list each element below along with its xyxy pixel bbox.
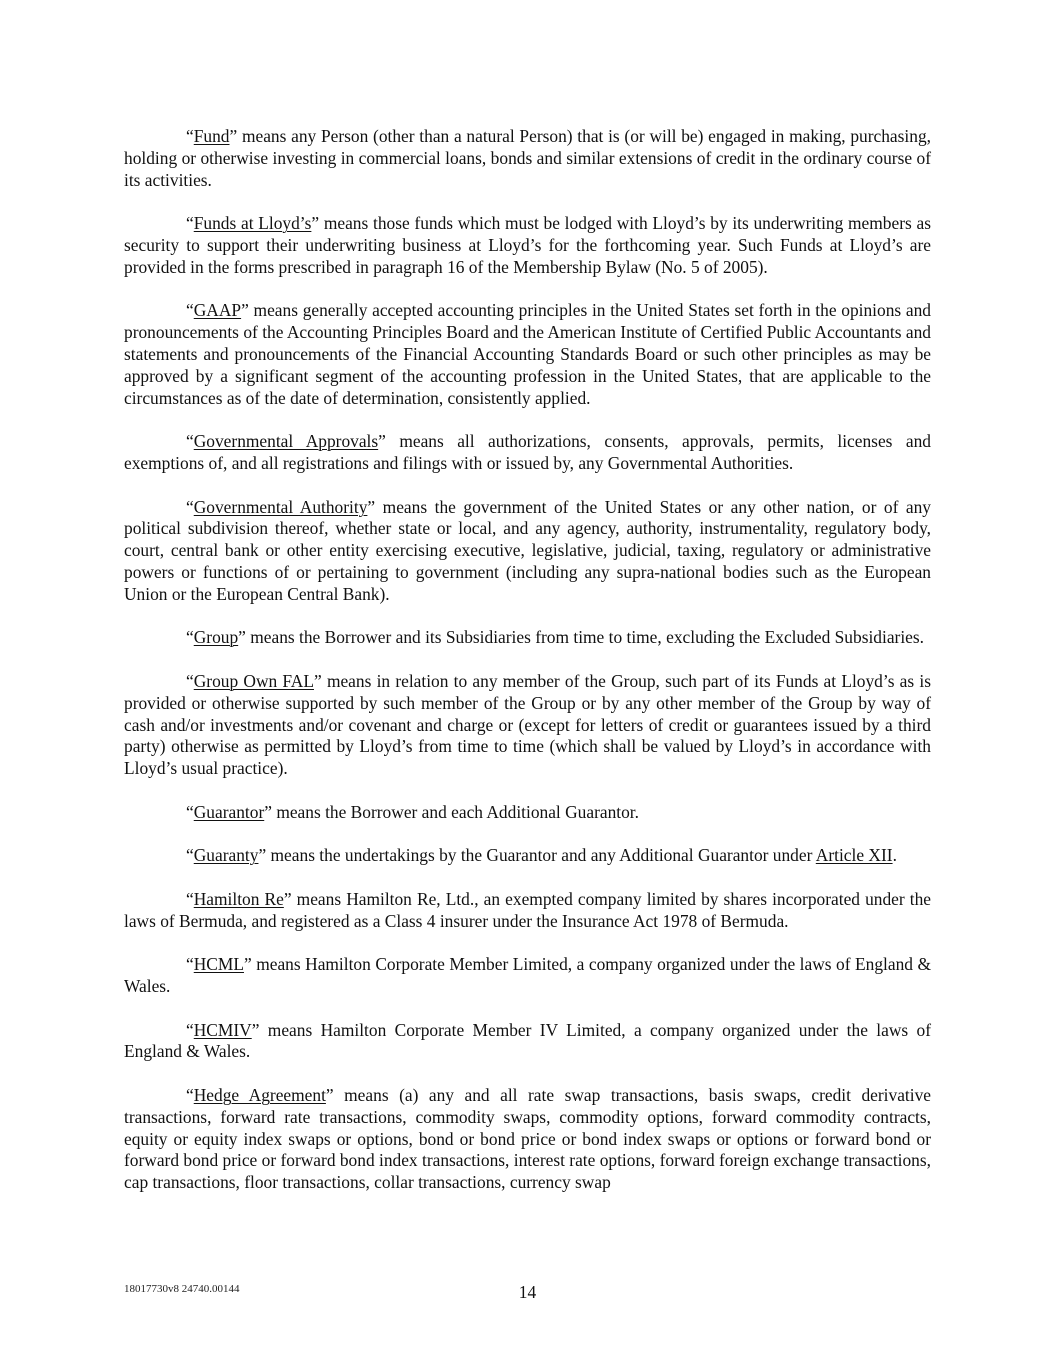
document-id: 18017730v8 24740.00144 [124, 1283, 240, 1295]
defined-term: Guarantor [193, 801, 265, 822]
defined-term: Guaranty [193, 845, 259, 866]
definition-text: means in relation to any member of the Group, such part of its Funds at Lloyd’s as is provided or otherwise supported by such member of the Group or by any other member of the Group by way of cash and/or investments and/or covenant and charge or (except for letters of credit or guarantees issued by a third party) otherwise as permitted by Lloyd’s from time to time (which shall be valued by Lloyd’s in accordance with Lloyd’s usual practice). [124, 670, 931, 779]
definition-text: means the undertakings by the Guarantor and any Additional Guarantor under [266, 845, 816, 866]
defined-term: HCML [193, 954, 244, 975]
definition-fund: “Fund” means any Person (other than a natural Person) that is (or will be) engaged in making, purchasing, holding or otherwise investing in commercial loans, bonds and similar extensions of credit in the ordinary course of its activities. [124, 126, 931, 190]
definition-hcml: “HCML” means Hamilton Corporate Member Limited, a company organized under the laws of England & Wales. [124, 954, 931, 997]
definition-text: means Hamilton Corporate Member Limited, a company organized under the laws of England & Wales. [124, 954, 931, 997]
defined-term: Hedge Agreement [193, 1085, 326, 1106]
definition-governmental-authority: “Governmental Authority” means the government of the United States or any other nation, or of any political subdivision thereof, whether state or local, and any agency, authority, instrumentality, regulatory body, court, central bank or other entity exercising executive, legislative, judicial, taxing, regulatory or administrative powers or functions of or pertaining to government (including any supra-national bodies such as the European Union or the European Central Bank). [124, 496, 931, 604]
definition-text: means any Person (other than a natural Person) that is (or will be) engaged in making, purchasing, holding or otherwise investing in commercial loans, bonds and similar extensions of credit in the ordinary course of its activities. [124, 126, 931, 190]
definition-guaranty: “Guaranty” means the undertakings by the Guarantor and any Additional Guarantor under Article XII. [186, 845, 897, 866]
defined-term: Hamilton Re [193, 888, 284, 909]
defined-term: Funds at Lloyd’s [193, 213, 312, 234]
definition-hamilton-re: “Hamilton Re” means Hamilton Re, Ltd., an exempted company limited by shares incorporated under the laws of Bermuda, and registered as a Class 4 insurer under the Insurance Act 1978 of Bermuda. [124, 888, 932, 931]
definition-text: means the Borrower and its Subsidiaries from time to time, excluding the Excluded Subsidiaries. [245, 627, 925, 648]
definition-guarantor: “Guarantor” means the Borrower and each Additional Guarantor. [186, 801, 639, 822]
definition-text: means those funds which must be lodged with Lloyd’s by its underwriting members as security to support their underwriting business at Lloyd’s for the forthcoming year. Such Funds at Lloyd’s are provided in the forms prescribed in paragraph 16 of the Membership Bylaw (No. 5 of 2005). [124, 213, 931, 277]
definition-tail: . [892, 845, 897, 866]
definitions-body [124, 126, 931, 1216]
page-number: 14 [518, 1282, 537, 1302]
definition-group: “Group” means the Borrower and its Subsidiaries from time to time, excluding the Excluded Subsidiaries. [186, 627, 925, 648]
defined-term: Group [193, 627, 239, 648]
definition-text: means Hamilton Re, Ltd., an exempted company limited by shares incorporated under the laws of Bermuda, and registered as a Class 4 insurer under the Insurance Act 1978 of Bermuda. [124, 888, 932, 931]
definition-text: means (a) any and all rate swap transactions, basis swaps, credit derivative transactions, forward rate transactions, commodity swaps, commodity options, forward commodity contracts, equity or equity index swaps or options, bond or bond price or bond index swaps or options or forward bond or forward bond price or forward bond index transactions, interest rate options, forward foreign exchange transactions, cap transactions, floor transactions, collar transactions, currency swap [124, 1085, 931, 1193]
definition-hcmiv: “HCMIV” means Hamilton Corporate Member IV Limited, a company organized under the laws of England & Wales. [124, 1019, 931, 1062]
defined-term: Fund [193, 126, 230, 146]
definition-text: means all authorizations, consents, approvals, permits, licenses and exemptions of, and all registrations and filings with or issued by, any Governmental Authorities. [124, 431, 931, 473]
defined-term: Group Own FAL [193, 670, 314, 691]
defined-term: Governmental Approvals [193, 431, 379, 452]
article-reference: Article XII [815, 845, 893, 866]
definition-text: means the Borrower and each Additional Guarantor. [271, 801, 639, 822]
definition-group-own-fal: “Group Own FAL” means in relation to any member of the Group, such part of its Funds at Lloyd’s as is provided or otherwise supported by such member of the Group or by any other member of the Group by way of cash and/or investments and/or covenant and charge or (except for letters of credit or guarantees issued by a third party) otherwise as permitted by Lloyd’s from time to time (which shall be valued by Lloyd’s in accordance with Lloyd’s usual practice). [124, 670, 931, 779]
defined-term: HCMIV [193, 1019, 252, 1040]
definition-text: means the government of the United States or any other nation, or of any political subdivision thereof, whether state or local, and any agency, authority, instrumentality, regulatory body, court, central bank or other entity exercising executive, legislative, judicial, taxing, regulatory or administrative powers or functions of or pertaining to government (including any supra-national bodies such as the European Union or the European Central Bank). [124, 496, 931, 604]
definition-governmental-approvals: “Governmental Approvals” means all authorizations, consents, approvals, permits, licenses and exemptions of, and all registrations and filings with or issued by, any Governmental Authorities. [124, 431, 931, 473]
definition-text: means generally accepted accounting principles in the United States set forth in the opinions and pronouncements of the Accounting Principles Board and the American Institute of Certified Public Accountants and statements and pronouncements of the Financial Accounting Standards Board or such other principles as may be approved by a significant segment of the accounting profession in the United States, that are applicable to the circumstances as of the date of determination, consistently applied. [124, 300, 931, 408]
definition-gaap: “GAAP” means generally accepted accounting principles in the United States set forth in the opinions and pronouncements of the Accounting Principles Board and the American Institute of Certified Public Accountants and statements and pronouncements of the Financial Accounting Standards Board or such other principles as may be approved by a significant segment of the accounting profession in the United States, that are applicable to the circumstances as of the date of determination, consistently applied. [124, 300, 931, 408]
defined-term: GAAP [193, 300, 242, 321]
definition-text: means Hamilton Corporate Member IV Limited, a company organized under the laws of England & Wales. [124, 1019, 931, 1062]
definition-hedge-agreement: “Hedge Agreement” means (a) any and all rate swap transactions, basis swaps, credit derivative transactions, forward rate transactions, commodity swaps, commodity options, forward commodity contracts, equity or equity index swaps or options, bond or bond price or bond index swaps or options or forward bond or forward bond price or forward bond index transactions, interest rate options, forward foreign exchange transactions, cap transactions, floor transactions, collar transactions, currency swap [124, 1085, 931, 1193]
defined-term: Governmental Authority [193, 496, 368, 517]
definition-funds-at-lloyds: “Funds at Lloyd’s” means those funds which must be lodged with Lloyd’s by its underwriting members as security to support their underwriting business at Lloyd’s for the forthcoming year. Such Funds at Lloyd’s are provided in the forms prescribed in paragraph 16 of the Membership Bylaw (No. 5 of 2005). [124, 213, 931, 277]
